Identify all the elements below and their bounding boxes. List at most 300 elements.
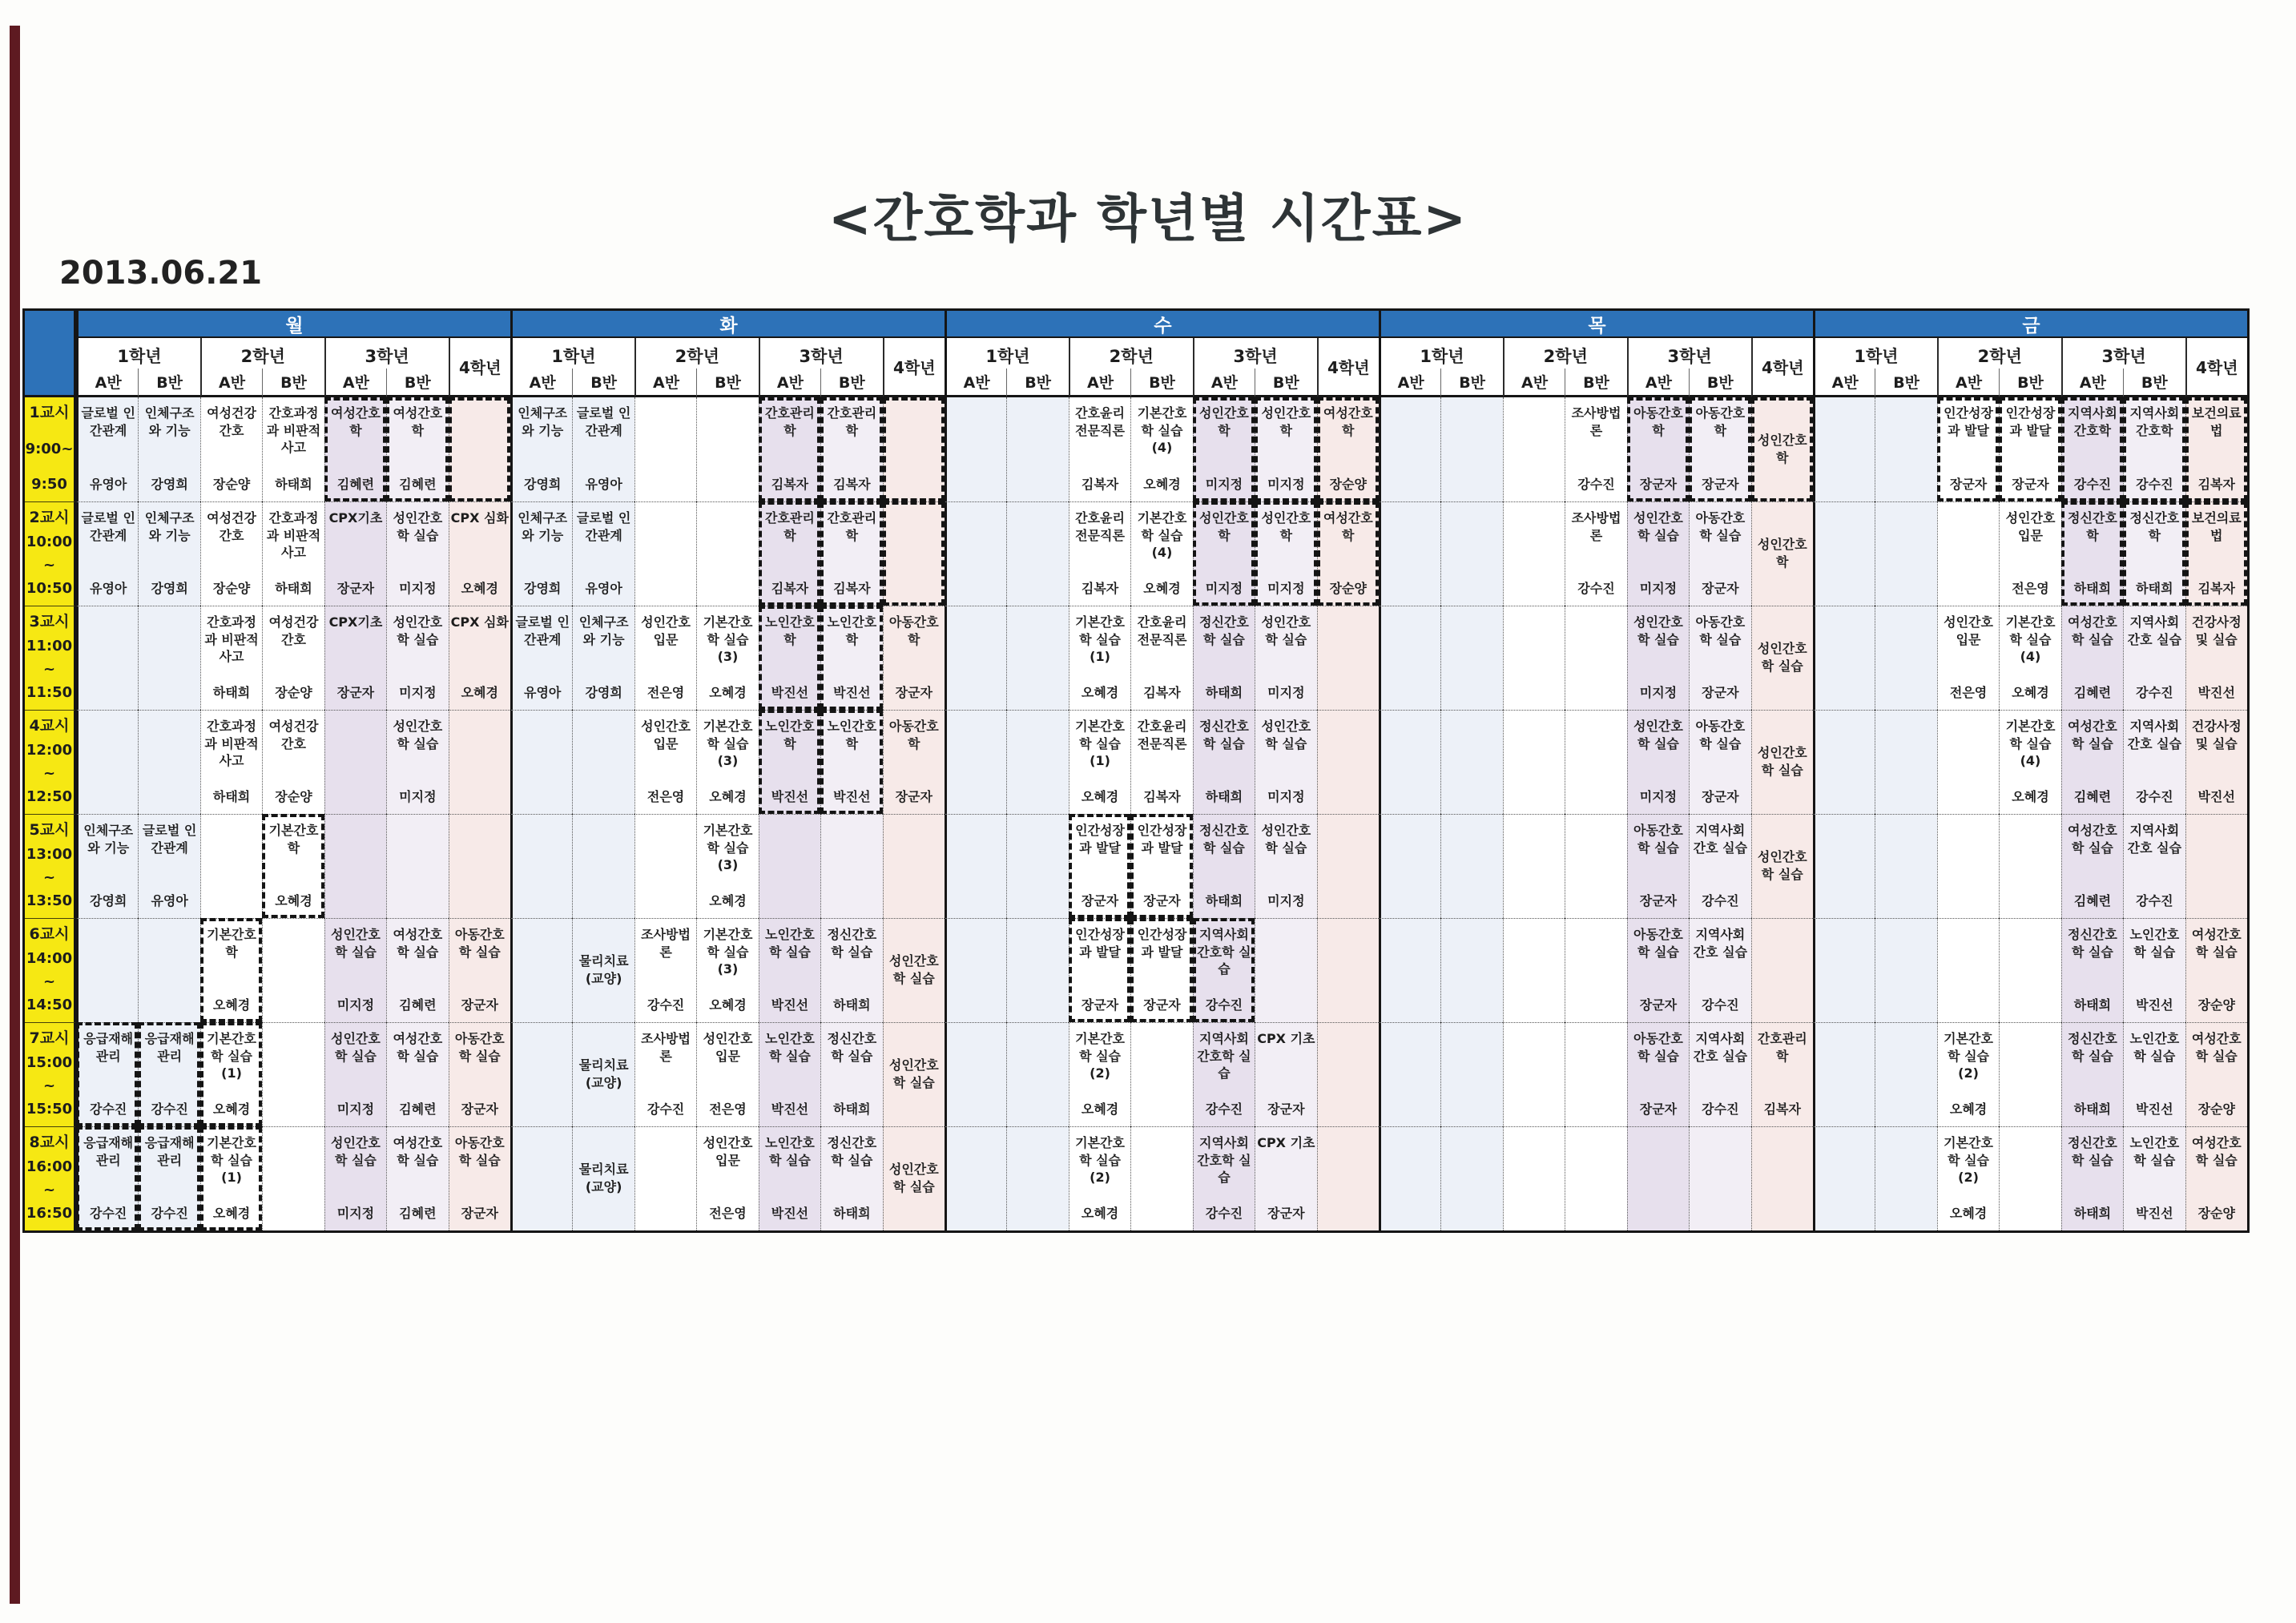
timetable-cell xyxy=(1937,397,1999,501)
course-name: 기본간호학 실습 (4) xyxy=(1137,510,1187,561)
timetable-cell xyxy=(449,710,510,814)
section-header: B반 xyxy=(1999,368,2060,397)
timetable-cell xyxy=(1689,397,1750,501)
timetable-cell xyxy=(1875,501,1936,606)
section-header: A반 xyxy=(2061,368,2123,397)
timetable-cell xyxy=(138,1022,199,1126)
course-name: 기본간호학 xyxy=(207,927,256,960)
teacher-name: 오혜경 xyxy=(2012,789,2049,805)
teacher-name: 장군자 xyxy=(895,789,932,805)
course-name: 지역사회간호학 실습 xyxy=(1197,1031,1251,1081)
teacher-name: 유영아 xyxy=(90,477,127,493)
timetable-cell xyxy=(572,397,634,501)
timetable-cell xyxy=(386,1022,448,1126)
timetable-cell xyxy=(324,1126,386,1230)
teacher-name: 오혜경 xyxy=(709,789,747,805)
timetable-cell xyxy=(1317,1126,1379,1230)
period-time: 15:50 xyxy=(26,1100,73,1118)
course-name: 여성건강간호 xyxy=(268,614,319,647)
timetable-cell xyxy=(1193,501,1255,606)
timetable-cell xyxy=(200,814,262,918)
timetable-cell xyxy=(1565,710,1626,814)
timetable-cell xyxy=(324,1022,386,1126)
teacher-name: 강영희 xyxy=(151,477,188,493)
day-header: 화 xyxy=(510,311,945,338)
section-header: A반 xyxy=(759,368,820,397)
course-name: 글로벌 인간관계 xyxy=(142,823,197,856)
timetable-cell xyxy=(2061,1022,2123,1126)
course-name: 지역사회간호학 실습 xyxy=(1197,1135,1251,1186)
timetable-cell xyxy=(449,918,510,1022)
teacher-name: 박진선 xyxy=(771,685,809,701)
teacher-name: 강수진 xyxy=(2073,477,2112,493)
timetable-cell xyxy=(1689,1022,1750,1126)
timetable-cell xyxy=(200,397,262,501)
teacher-name: 박진선 xyxy=(2197,685,2235,701)
course-name: CPX기초 xyxy=(328,614,383,630)
course-name: 기본간호학 실습 (4) xyxy=(2005,614,2056,665)
teacher-name: 장군자 xyxy=(1081,893,1119,909)
teacher-name: 강수진 xyxy=(151,1101,188,1118)
course-name: 여성간호학 실습 xyxy=(2068,719,2117,751)
timetable-cell xyxy=(1813,397,1875,501)
teacher-name: 하태희 xyxy=(1205,893,1243,909)
section-header: B반 xyxy=(1875,368,1936,397)
teacher-name: 김혜련 xyxy=(399,1206,437,1222)
timetable-cell xyxy=(262,606,324,710)
timetable-cell xyxy=(1875,606,1936,710)
course-name: 아동간호학 xyxy=(1633,405,1683,438)
grade-header: 3학년 xyxy=(1627,338,1751,368)
course-name: 기본간호학 실습 (2) xyxy=(1944,1031,1993,1081)
period-label xyxy=(25,606,76,710)
course-name: 물리치료 (교양) xyxy=(578,1162,629,1194)
teacher-name: 전은영 xyxy=(709,1206,747,1222)
teacher-name: 미지정 xyxy=(1639,581,1678,597)
timetable-cell xyxy=(200,501,262,606)
teacher-name: 장군자 xyxy=(2012,477,2049,493)
teacher-name: 강영희 xyxy=(524,477,562,493)
timetable-cell xyxy=(2123,814,2185,918)
timetable-cell xyxy=(945,1126,1006,1230)
timetable-cell xyxy=(1999,501,2060,606)
teacher-name: 박진선 xyxy=(2136,997,2173,1013)
teacher-name: 오혜경 xyxy=(1949,1206,1988,1222)
course-name: 아동간호학 실습 xyxy=(1695,719,1746,751)
timetable-cell xyxy=(1193,710,1255,814)
timetable-cell xyxy=(76,606,138,710)
timetable-cell xyxy=(1937,710,1999,814)
timetable-cell xyxy=(1379,814,1440,918)
timetable-cell xyxy=(1379,710,1440,814)
teacher-name: 김혜련 xyxy=(2073,893,2112,909)
course-name: 정신간호학 실습 xyxy=(827,927,877,960)
timetable-cell xyxy=(1130,814,1192,918)
timetable-cell xyxy=(634,397,696,501)
teacher-name: 유영아 xyxy=(90,581,127,597)
course-name: 성인간호학 실습 xyxy=(1633,614,1683,647)
timetable-cell xyxy=(634,710,696,814)
course-name: 글로벌 인간관계 xyxy=(576,510,631,543)
course-name: 조사방법론 xyxy=(641,1031,691,1064)
course-name: 성인간호학 xyxy=(1261,405,1311,438)
timetable-cell xyxy=(324,397,386,501)
timetable-cell xyxy=(1193,918,1255,1022)
timetable-cell xyxy=(510,1022,572,1126)
course-name: 응급재해관리 xyxy=(83,1031,134,1064)
teacher-name: 오혜경 xyxy=(1143,581,1181,597)
timetable-cell xyxy=(138,397,199,501)
course-name: CPX 심화 xyxy=(450,614,509,630)
timetable-cell xyxy=(759,606,820,710)
teacher-name: 유영아 xyxy=(585,581,622,597)
timetable-cell xyxy=(324,918,386,1022)
timetable-cell xyxy=(1689,710,1750,814)
timetable-cell xyxy=(634,1022,696,1126)
course-name: 아동간호학 실습 xyxy=(1633,823,1683,856)
teacher-name: 미지정 xyxy=(336,1101,375,1118)
course-name: 간호윤리전문직론 xyxy=(1075,510,1125,543)
teacher-name: 오혜경 xyxy=(1081,685,1119,701)
grade-header: 4학년 xyxy=(2185,338,2247,397)
section-header: A반 xyxy=(1937,368,1999,397)
timetable-cell xyxy=(883,710,945,814)
section-header: B반 xyxy=(1440,368,1502,397)
timetable-cell xyxy=(820,918,882,1022)
timetable-cell xyxy=(1999,1126,2060,1230)
course-name: 성인간호 입문 xyxy=(703,1031,753,1064)
timetable-cell xyxy=(696,606,758,710)
timetable-cell xyxy=(1751,918,1813,1022)
timetable-cell xyxy=(1317,1022,1379,1126)
timetable-cell xyxy=(138,606,199,710)
teacher-name: 오혜경 xyxy=(1081,1206,1119,1222)
timetable-cell xyxy=(1440,397,1502,501)
section-header: A반 xyxy=(1193,368,1255,397)
timetable-cell xyxy=(1255,710,1316,814)
teacher-name: 미지정 xyxy=(336,1206,375,1222)
period-time: 10:00 xyxy=(26,533,73,550)
teacher-name: 하태희 xyxy=(2073,581,2112,597)
period-label xyxy=(25,710,76,814)
page-title: <간호학과 학년별 시간표> xyxy=(828,190,1468,249)
timetable-cell xyxy=(386,501,448,606)
teacher-name: 전은영 xyxy=(647,685,685,701)
section-header: A반 xyxy=(324,368,386,397)
timetable-cell xyxy=(1751,1126,1813,1230)
date-label: 2013.06.21 xyxy=(59,255,263,292)
course-name: 간호과정과 비판적 사고 xyxy=(266,510,321,561)
teacher-name: 장군자 xyxy=(1702,581,1739,597)
course-name: 아동간호학 실습 xyxy=(1633,1031,1683,1064)
timetable-cell xyxy=(1069,1022,1130,1126)
grade-header: 1학년 xyxy=(76,338,200,368)
course-name: 지역사회간호 실습 xyxy=(1693,823,1748,856)
timetable-cell xyxy=(2185,814,2247,918)
teacher-name: 오혜경 xyxy=(2012,685,2049,701)
teacher-name: 김혜련 xyxy=(399,477,437,493)
timetable-cell xyxy=(1193,1022,1255,1126)
course-name: 정신간호학 실습 xyxy=(2068,927,2117,960)
timetable-cell xyxy=(1130,606,1192,710)
teacher-name: 장군자 xyxy=(1639,997,1678,1013)
teacher-name: 김혜련 xyxy=(2073,685,2112,701)
course-name: 성인간호학 실습 xyxy=(393,510,443,543)
course-name: 여성간호학 실습 xyxy=(2068,614,2117,647)
period-number: 2교시 xyxy=(29,509,70,526)
timetable-cell xyxy=(1999,814,2060,918)
period-number: 5교시 xyxy=(29,821,70,839)
course-name: 성인간호학 실습 xyxy=(1261,823,1311,856)
timetable-cell xyxy=(1875,1022,1936,1126)
teacher-name: 강수진 xyxy=(1577,581,1615,597)
teacher-name: 장군자 xyxy=(1267,1206,1305,1222)
timetable-cell xyxy=(2185,918,2247,1022)
teacher-name: 장순양 xyxy=(1329,477,1367,493)
course-name: 간호관리학 xyxy=(827,510,877,543)
course-name: 여성간호학 실습 xyxy=(393,927,443,960)
timetable-cell xyxy=(1255,606,1316,710)
timetable-cell xyxy=(1503,710,1565,814)
period-label xyxy=(25,501,76,606)
teacher-name: 강영희 xyxy=(151,581,188,597)
teacher-name: 오혜경 xyxy=(709,893,747,909)
grade-header: 4학년 xyxy=(1751,338,1813,397)
course-name: 조사방법론 xyxy=(641,927,691,960)
teacher-name: 하태희 xyxy=(833,1101,871,1118)
grade-header: 2학년 xyxy=(634,338,759,368)
timetable-cell xyxy=(1937,918,1999,1022)
timetable-cell xyxy=(2185,710,2247,814)
period-time: ~ xyxy=(42,764,56,782)
section-header: B반 xyxy=(262,368,324,397)
timetable-cell xyxy=(2185,397,2247,501)
grade-header: 3학년 xyxy=(1193,338,1317,368)
timetable-cell xyxy=(883,606,945,710)
teacher-name: 장군자 xyxy=(895,685,932,701)
course-name: 지역사회간호 실습 xyxy=(2127,614,2182,647)
timetable-cell xyxy=(1689,1126,1750,1230)
course-name: 응급재해관리 xyxy=(144,1031,195,1064)
teacher-name: 장군자 xyxy=(1702,685,1739,701)
teacher-name: 하태희 xyxy=(275,581,312,597)
course-name: 아동간호학 실습 xyxy=(1695,614,1746,647)
teacher-name: 미지정 xyxy=(1267,477,1305,493)
course-name: 기본간호학 실습 (2) xyxy=(1075,1031,1125,1081)
timetable-cell xyxy=(1751,397,1813,501)
timetable-cell xyxy=(759,710,820,814)
course-name: 성인간호학 실습 xyxy=(331,1031,381,1064)
teacher-name: 김복자 xyxy=(1143,685,1181,701)
course-name: 성인간호 입문 xyxy=(703,1135,753,1168)
timetable-cell xyxy=(1130,397,1192,501)
timetable-cell xyxy=(1813,1022,1875,1126)
timetable-cell xyxy=(1565,501,1626,606)
teacher-name: 장군자 xyxy=(461,997,498,1013)
course-name: 노인간호학 xyxy=(765,614,815,647)
grade-header: 2학년 xyxy=(1503,338,1627,368)
timetable-cell xyxy=(510,710,572,814)
teacher-name: 박진선 xyxy=(2197,789,2235,805)
timetable-cell xyxy=(945,501,1006,606)
timetable-cell xyxy=(1689,501,1750,606)
teacher-name: 미지정 xyxy=(1205,477,1243,493)
timetable-cell xyxy=(76,918,138,1022)
teacher-name: 하태희 xyxy=(212,685,251,701)
period-time: ~ xyxy=(42,973,56,990)
course-name: 지역사회간호학 xyxy=(2068,405,2117,438)
course-name: 아동간호학 실습 xyxy=(454,1031,505,1064)
timetable-cell xyxy=(820,710,882,814)
timetable-cell xyxy=(1069,918,1130,1022)
timetable-cell xyxy=(386,606,448,710)
timetable-cell xyxy=(2185,501,2247,606)
timetable-cell xyxy=(76,1022,138,1126)
timetable-cell xyxy=(510,1126,572,1230)
section-header: B반 xyxy=(1689,368,1750,397)
teacher-name: 오혜경 xyxy=(212,997,251,1013)
timetable-cell xyxy=(76,501,138,606)
grade-header: 1학년 xyxy=(945,338,1069,368)
timetable-cell xyxy=(76,397,138,501)
course-name: 정신간호학 실습 xyxy=(827,1031,877,1064)
teacher-name: 장군자 xyxy=(1143,997,1181,1013)
timetable-cell xyxy=(820,814,882,918)
timetable-cell xyxy=(262,1126,324,1230)
timetable-cell xyxy=(1627,814,1689,918)
course-name: 여성간호학 xyxy=(331,405,381,438)
teacher-name: 김복자 xyxy=(1143,789,1181,805)
period-time: ~ xyxy=(42,868,56,886)
timetable-cell xyxy=(1255,397,1316,501)
timetable-cell xyxy=(1689,918,1750,1022)
timetable-cell xyxy=(1813,814,1875,918)
timetable-cell xyxy=(883,1126,945,1230)
course-name: 여성건강간호 xyxy=(207,510,256,543)
course-name: 성인간호학 실습 xyxy=(393,614,443,647)
section-header: A반 xyxy=(200,368,262,397)
course-name: 노인간호학 실습 xyxy=(2129,1031,2180,1064)
timetable-cell xyxy=(1069,710,1130,814)
timetable-cell xyxy=(1130,1126,1192,1230)
section-header: A반 xyxy=(1503,368,1565,397)
teacher-name: 장순양 xyxy=(212,477,251,493)
timetable-cell xyxy=(510,501,572,606)
timetable-cell xyxy=(449,814,510,918)
course-name: 아동간호학 실습 xyxy=(454,927,505,960)
teacher-name: 전은영 xyxy=(647,789,685,805)
teacher-name: 강수진 xyxy=(2136,893,2173,909)
period-time: 10:50 xyxy=(26,579,73,597)
timetable-cell xyxy=(449,1022,510,1126)
timetable-cell xyxy=(1379,1022,1440,1126)
teacher-name: 하태희 xyxy=(212,789,251,805)
teacher-name: 장군자 xyxy=(336,581,375,597)
teacher-name: 하태희 xyxy=(2073,1101,2112,1118)
teacher-name: 강수진 xyxy=(90,1206,127,1222)
teacher-name: 오혜경 xyxy=(709,997,747,1013)
teacher-name: 장순양 xyxy=(2197,1206,2235,1222)
course-name: 인체구조와 기능 xyxy=(144,510,195,543)
timetable-cell xyxy=(1440,710,1502,814)
teacher-name: 김복자 xyxy=(1763,1101,1801,1118)
timetable-cell xyxy=(386,918,448,1022)
period-time: ~ xyxy=(42,556,56,574)
course-name: 간호관리학 xyxy=(827,405,877,438)
section-header: A반 xyxy=(1813,368,1875,397)
timetable-cell xyxy=(1751,1022,1813,1126)
section-header: A반 xyxy=(1627,368,1689,397)
timetable-cell xyxy=(696,397,758,501)
grade-header: 1학년 xyxy=(510,338,634,368)
timetable-cell xyxy=(1565,397,1626,501)
timetable-cell xyxy=(1503,397,1565,501)
section-header: B반 xyxy=(386,368,448,397)
timetable-cell xyxy=(2185,1126,2247,1230)
course-name: 인체구조와 기능 xyxy=(83,823,134,856)
teacher-name: 전은영 xyxy=(709,1101,747,1118)
course-name: 기본간호학 실습 (2) xyxy=(1075,1135,1125,1186)
period-time: 16:50 xyxy=(26,1204,73,1222)
teacher-name: 강수진 xyxy=(90,1101,127,1118)
course-name: 성인간호학 실습 xyxy=(1633,719,1683,751)
course-name: 인체구조와 기능 xyxy=(144,405,195,438)
period-time: ~ xyxy=(42,660,56,678)
timetable-cell xyxy=(1627,1022,1689,1126)
course-name: 지역사회간호학 xyxy=(2129,405,2180,438)
timetable-cell xyxy=(572,918,634,1022)
course-name: 성인간호학 실습 xyxy=(1261,719,1311,751)
timetable-cell xyxy=(1006,1022,1068,1126)
timetable-cell xyxy=(820,606,882,710)
course-name: 간호관리학 xyxy=(765,510,815,543)
timetable-cell xyxy=(324,501,386,606)
course-name: 지역사회간호 실습 xyxy=(2127,719,2182,751)
course-name: 지역사회간호 실습 xyxy=(1693,1031,1748,1064)
timetable-cell xyxy=(200,606,262,710)
course-name: 정신간호학 실습 xyxy=(1199,823,1249,856)
section-header: A반 xyxy=(945,368,1006,397)
timetable-cell xyxy=(1937,606,1999,710)
course-name: 성인간호학 xyxy=(1261,510,1311,543)
course-name: 여성간호학 실습 xyxy=(2191,927,2242,960)
course-name: 응급재해관리 xyxy=(144,1135,195,1168)
teacher-name: 강수진 xyxy=(647,1101,685,1118)
section-header: A반 xyxy=(634,368,696,397)
period-label xyxy=(25,814,76,918)
timetable-cell xyxy=(1130,918,1192,1022)
section-header: A반 xyxy=(1379,368,1440,397)
timetable-cell xyxy=(1255,1022,1316,1126)
timetable-cell xyxy=(945,918,1006,1022)
course-name: 성인간호 입문 xyxy=(641,614,691,647)
course-name: 노인간호학 실습 xyxy=(765,927,815,960)
teacher-name: 미지정 xyxy=(1267,581,1305,597)
course-name: 물리치료 (교양) xyxy=(578,953,629,986)
course-name: 인간성장과 발달 xyxy=(2005,405,2056,438)
course-name: 간호과정과 비판적 사고 xyxy=(204,719,259,769)
timetable-cell xyxy=(2123,1022,2185,1126)
teacher-name: 하태희 xyxy=(275,477,312,493)
timetable-cell xyxy=(1006,710,1068,814)
timetable-cell xyxy=(759,1126,820,1230)
course-name: 지역사회간호학 실습 xyxy=(1197,927,1251,977)
timetable-cell xyxy=(945,710,1006,814)
timetable-cell xyxy=(386,710,448,814)
course-name: 노인간호학 xyxy=(827,614,877,647)
timetable-cell xyxy=(634,501,696,606)
course-name: 지역사회간호 실습 xyxy=(2127,823,2182,856)
